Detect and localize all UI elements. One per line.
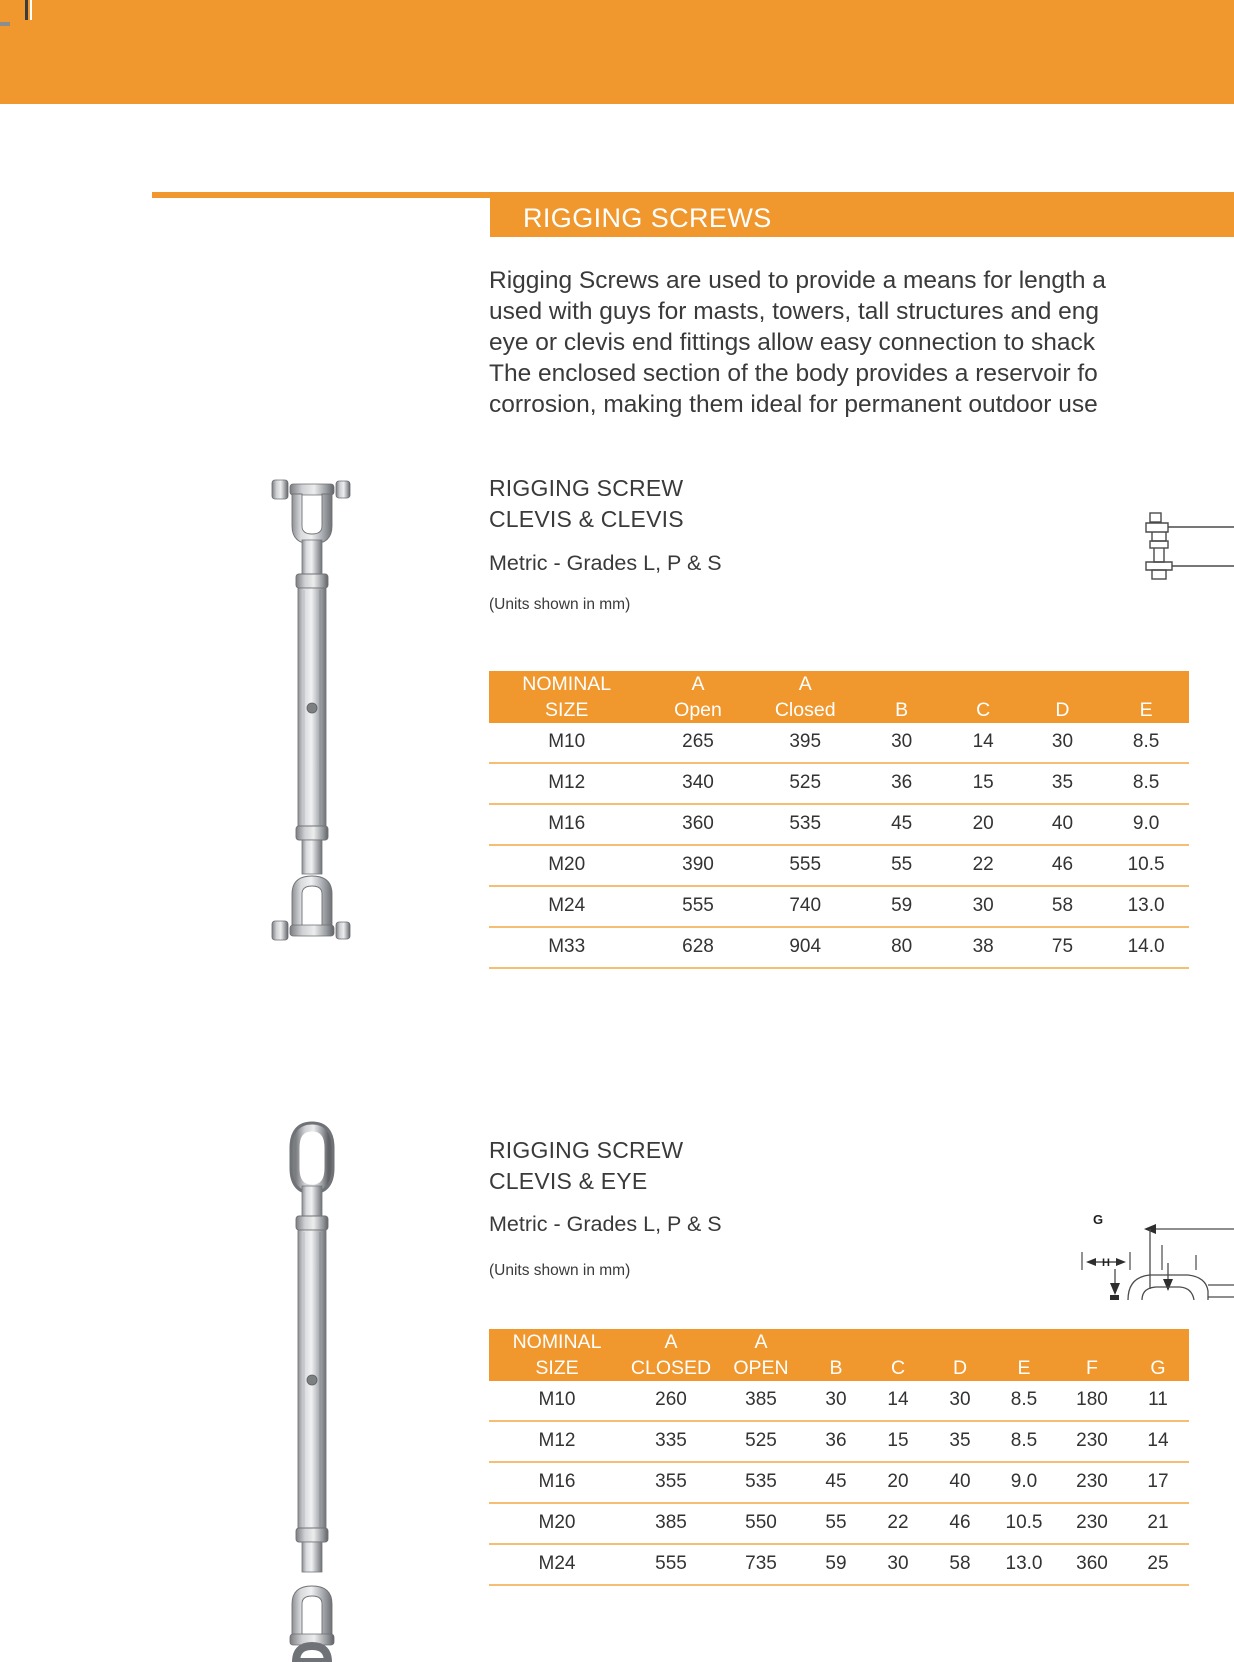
cell-b: 55 [859,845,945,886]
cell-d: 35 [929,1421,991,1462]
cell-e: 13.0 [1103,886,1189,927]
cell-b: 30 [805,1381,867,1421]
product-1-table-header [489,671,1189,723]
table-header-row [489,1329,1189,1381]
cell-f: 230 [1057,1421,1127,1462]
cell-c: 22 [867,1503,929,1544]
product-1-title [489,473,684,535]
cell-a-open: 555 [644,886,751,927]
cell-g: 25 [1127,1544,1189,1585]
cell-g: 14 [1127,1421,1189,1462]
cell-e: 14.0 [1103,927,1189,968]
cell-b: 55 [805,1503,867,1544]
cell-nominal-size: M16 [489,1462,625,1503]
cell-a-closed: 385 [625,1503,717,1544]
dimension-label-h: H [1102,1257,1110,1269]
cell-c: 22 [945,845,1022,886]
cell-c: 15 [867,1421,929,1462]
cell-e: 13.0 [991,1544,1057,1585]
product-2-grade: Metric - Grades L, P & S [489,1212,722,1236]
table-row [489,845,1189,886]
cell-d: 35 [1022,763,1103,804]
cell-c: 15 [945,763,1022,804]
th-c: C [890,1357,906,1379]
cell-nominal-size: M12 [489,763,644,804]
cell-e: 9.0 [991,1462,1057,1503]
cell-nominal-size: M33 [489,927,644,968]
table-row [489,1381,1189,1421]
cell-d: 30 [1022,723,1103,763]
cell-b: 36 [805,1421,867,1462]
cell-c: 20 [945,804,1022,845]
cell-a-open: 735 [717,1544,805,1585]
product-2-title [489,1135,683,1197]
product-2-technical-drawing [1010,1125,1234,1300]
cell-f: 230 [1057,1462,1127,1503]
th-b: B [829,1357,843,1379]
cell-d: 58 [929,1544,991,1585]
cell-d: 46 [1022,845,1103,886]
cell-d: 75 [1022,927,1103,968]
cell-d: 40 [1022,804,1103,845]
cell-d: 58 [1022,886,1103,927]
table-row [489,1544,1189,1585]
intro-line: The enclosed section of the body provides a reservoir fo [489,360,1098,387]
th-nominal-size: NOMINAL SIZE [512,1331,602,1379]
cell-b: 36 [859,763,945,804]
th-a-closed: A CLOSED [630,1331,712,1379]
th-e: E [1017,1357,1031,1379]
cell-e: 10.5 [1103,845,1189,886]
page-header-banner [0,0,1234,104]
cell-nominal-size: M20 [489,1503,625,1544]
cell-b: 30 [859,723,945,763]
cell-nominal-size: M12 [489,1421,625,1462]
cell-a-closed: 335 [625,1421,717,1462]
cell-b: 59 [805,1544,867,1585]
cell-a-open: 628 [644,927,751,968]
intro-line: eye or clevis end fittings allow easy connection to shack [489,329,1096,356]
cell-d: 46 [929,1503,991,1544]
product-1-title-line2: CLEVIS & CLEVIS [489,506,684,532]
product-2-title-line1: RIGGING SCREW [489,1137,684,1163]
product-1-table-body [489,723,1189,968]
cell-a-closed: 555 [752,845,859,886]
cell-e: 8.5 [991,1381,1057,1421]
cell-a-closed: 555 [625,1544,717,1585]
page-title: RIGGING SCREWS [523,203,772,233]
product-1-technical-drawing [1140,505,1234,595]
cell-e: 8.5 [991,1421,1057,1462]
th-nominal-size: NOMINAL SIZE [522,673,612,721]
cell-nominal-size: M20 [489,845,644,886]
intro-paragraph [489,265,1234,420]
cell-nominal-size: M10 [489,723,644,763]
cell-a-closed: 260 [625,1381,717,1421]
cell-a-closed: 740 [752,886,859,927]
cell-b: 80 [859,927,945,968]
th-f: F [1086,1357,1098,1379]
intro-line: used with guys for masts, towers, tall structures and eng [489,298,1100,325]
crop-mark-light [30,0,32,20]
cell-g: 17 [1127,1462,1189,1503]
cell-a-open: 550 [717,1503,805,1544]
th-g: G [1150,1357,1166,1379]
cell-b: 45 [805,1462,867,1503]
cell-c: 14 [867,1381,929,1421]
cell-e: 10.5 [991,1503,1057,1544]
cell-b: 45 [859,804,945,845]
product-2-table-body [489,1381,1189,1585]
intro-line: Rigging Screws are used to provide a means for length a [489,267,1106,294]
cell-b: 59 [859,886,945,927]
crop-mark-dark [25,0,28,20]
cell-a-open: 340 [644,763,751,804]
table-row [489,1503,1189,1544]
product-1-units-note: (Units shown in mm) [489,596,631,613]
th-c: C [976,699,991,721]
cell-nominal-size: M16 [489,804,644,845]
th-d: D [1055,699,1070,721]
table-header-row [489,671,1189,723]
product-2-photo [252,1118,372,1662]
cell-e: 9.0 [1103,804,1189,845]
cell-e: 8.5 [1103,763,1189,804]
cell-a-open: 265 [644,723,751,763]
intro-line: corrosion, making them ideal for permanent outdoor use [489,391,1098,418]
cell-c: 30 [945,886,1022,927]
cell-a-closed: 525 [752,763,859,804]
product-1-grade: Metric - Grades L, P & S [489,551,722,575]
cell-nominal-size: M24 [489,886,644,927]
cell-nominal-size: M10 [489,1381,625,1421]
cell-a-closed: 535 [752,804,859,845]
cell-e: 8.5 [1103,723,1189,763]
cell-f: 180 [1057,1381,1127,1421]
cell-a-open: 385 [717,1381,805,1421]
th-a-open: A OPEN [733,1331,789,1379]
product-2-title-line2: CLEVIS & EYE [489,1168,648,1194]
cell-a-open: 525 [717,1421,805,1462]
cell-f: 360 [1057,1544,1127,1585]
th-d: D [952,1357,968,1379]
product-1-photo [252,470,372,950]
th-e: E [1139,699,1153,721]
th-a-open: A Open [674,673,722,721]
cell-a-open: 390 [644,845,751,886]
product-1-spec-table [489,671,1189,969]
table-row [489,927,1189,968]
cell-g: 11 [1127,1381,1189,1421]
product-2-spec-table [489,1329,1189,1586]
dimension-label-g: G [1093,1212,1104,1227]
cell-d: 30 [929,1381,991,1421]
table-row [489,1421,1189,1462]
product-2-table-header [489,1329,1189,1381]
edge-registration-mark [0,22,10,26]
cell-a-closed: 355 [625,1462,717,1503]
cell-g: 21 [1127,1503,1189,1544]
cell-f: 230 [1057,1503,1127,1544]
table-row [489,886,1189,927]
table-row [489,1462,1189,1503]
th-b: B [895,699,909,721]
cell-a-closed: 904 [752,927,859,968]
cell-c: 14 [945,723,1022,763]
cell-c: 30 [867,1544,929,1585]
cell-a-open: 535 [717,1462,805,1503]
cell-a-open: 360 [644,804,751,845]
product-2-units-note: (Units shown in mm) [489,1262,631,1279]
table-row [489,763,1189,804]
table-row [489,804,1189,845]
product-1-title-line1: RIGGING SCREW [489,475,684,501]
cell-d: 40 [929,1462,991,1503]
th-a-closed: A Closed [774,673,836,721]
cell-a-closed: 395 [752,723,859,763]
cell-c: 38 [945,927,1022,968]
cell-nominal-size: M24 [489,1544,625,1585]
cell-c: 20 [867,1462,929,1503]
table-row [489,723,1189,763]
